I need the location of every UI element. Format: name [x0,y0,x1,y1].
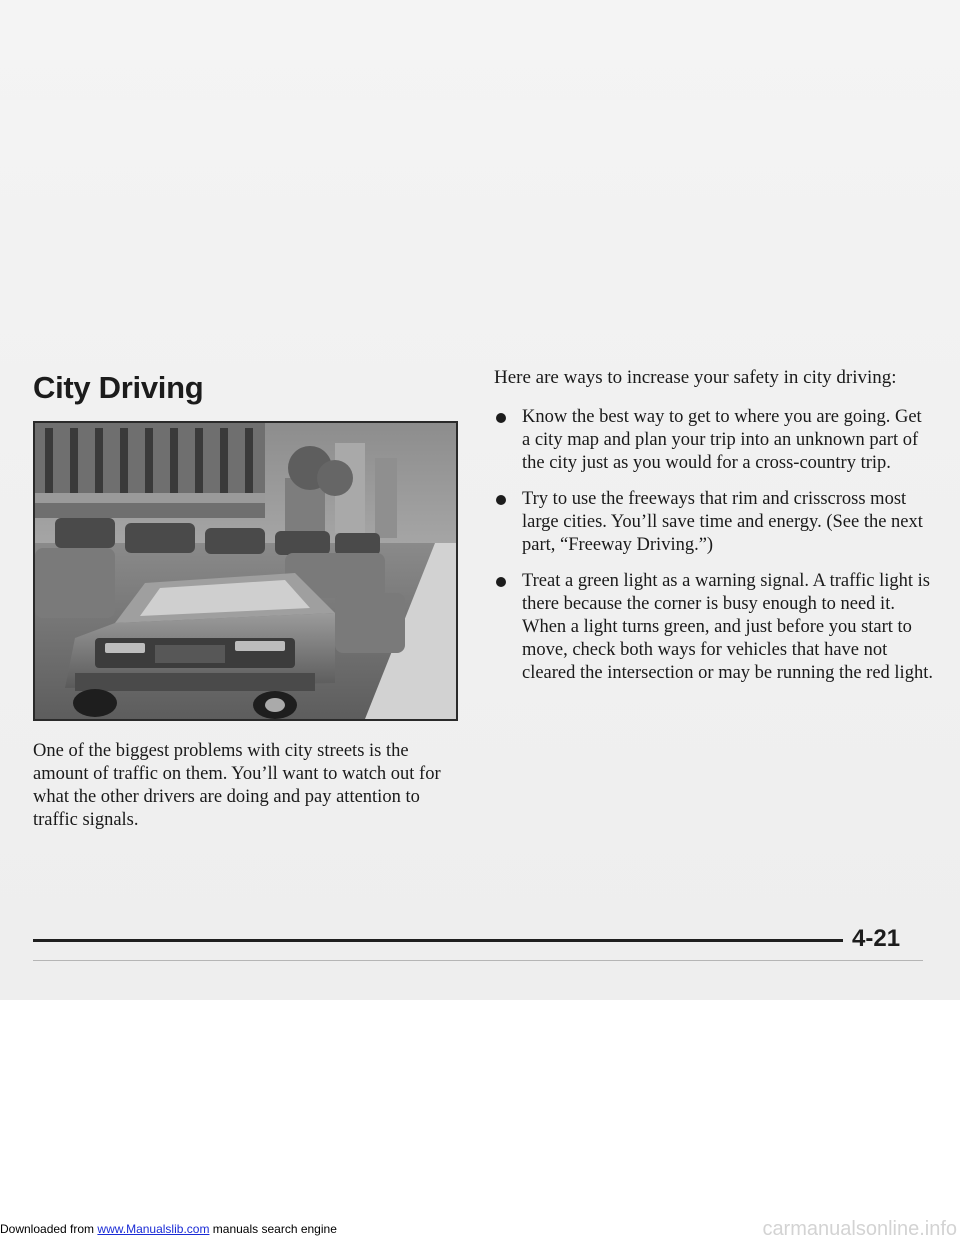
intro-text: Here are ways to increase your safety in city driving: [494,367,897,388]
tip-text: Treat a green light as a warning signal. A traffic light is there because the corner is busy enough to need it. When a light turns green, and just before you start to move, check both ways for vehicles that have not cleared the intersection or may be running the red light. [522,571,933,683]
list-item [494,570,934,685]
bullet-dot-icon [496,495,506,505]
bullet-dot-icon [496,577,506,587]
download-footer [0,1222,337,1236]
page-title: City Driving [33,370,204,405]
tip-text: Know the best way to get to where you are going. Get a city map and plan your trip into an unknown part of the city just as you would for a cross-country trip. [522,407,922,473]
safety-tips-list [494,406,934,698]
list-item [494,488,934,557]
tip-text: Try to use the freeways that rim and crisscross most large cities. You’ll save time and energy. (See the next part, “Freeway Driving.”) [522,489,923,555]
footer-prefix: Downloaded from [0,1222,95,1236]
page-number: 4-21 [852,925,901,952]
footer-suffix: manuals search engine [209,1222,337,1236]
footer-strip [0,1000,960,1242]
city-traffic-photo [33,421,458,721]
photo-caption: One of the biggest problems with city streets is the amount of traffic on them. You’ll want to watch out for what the other drivers are doing and pay attention to traffic signals. [33,741,441,830]
list-item [494,406,934,475]
watermark: carmanualsonline.info [762,1218,957,1240]
page-divider [33,960,923,961]
page-footer-rule [33,939,843,942]
bullet-dot-icon [496,413,506,423]
manualslib-link[interactable]: www.Manualslib.com [97,1222,210,1236]
